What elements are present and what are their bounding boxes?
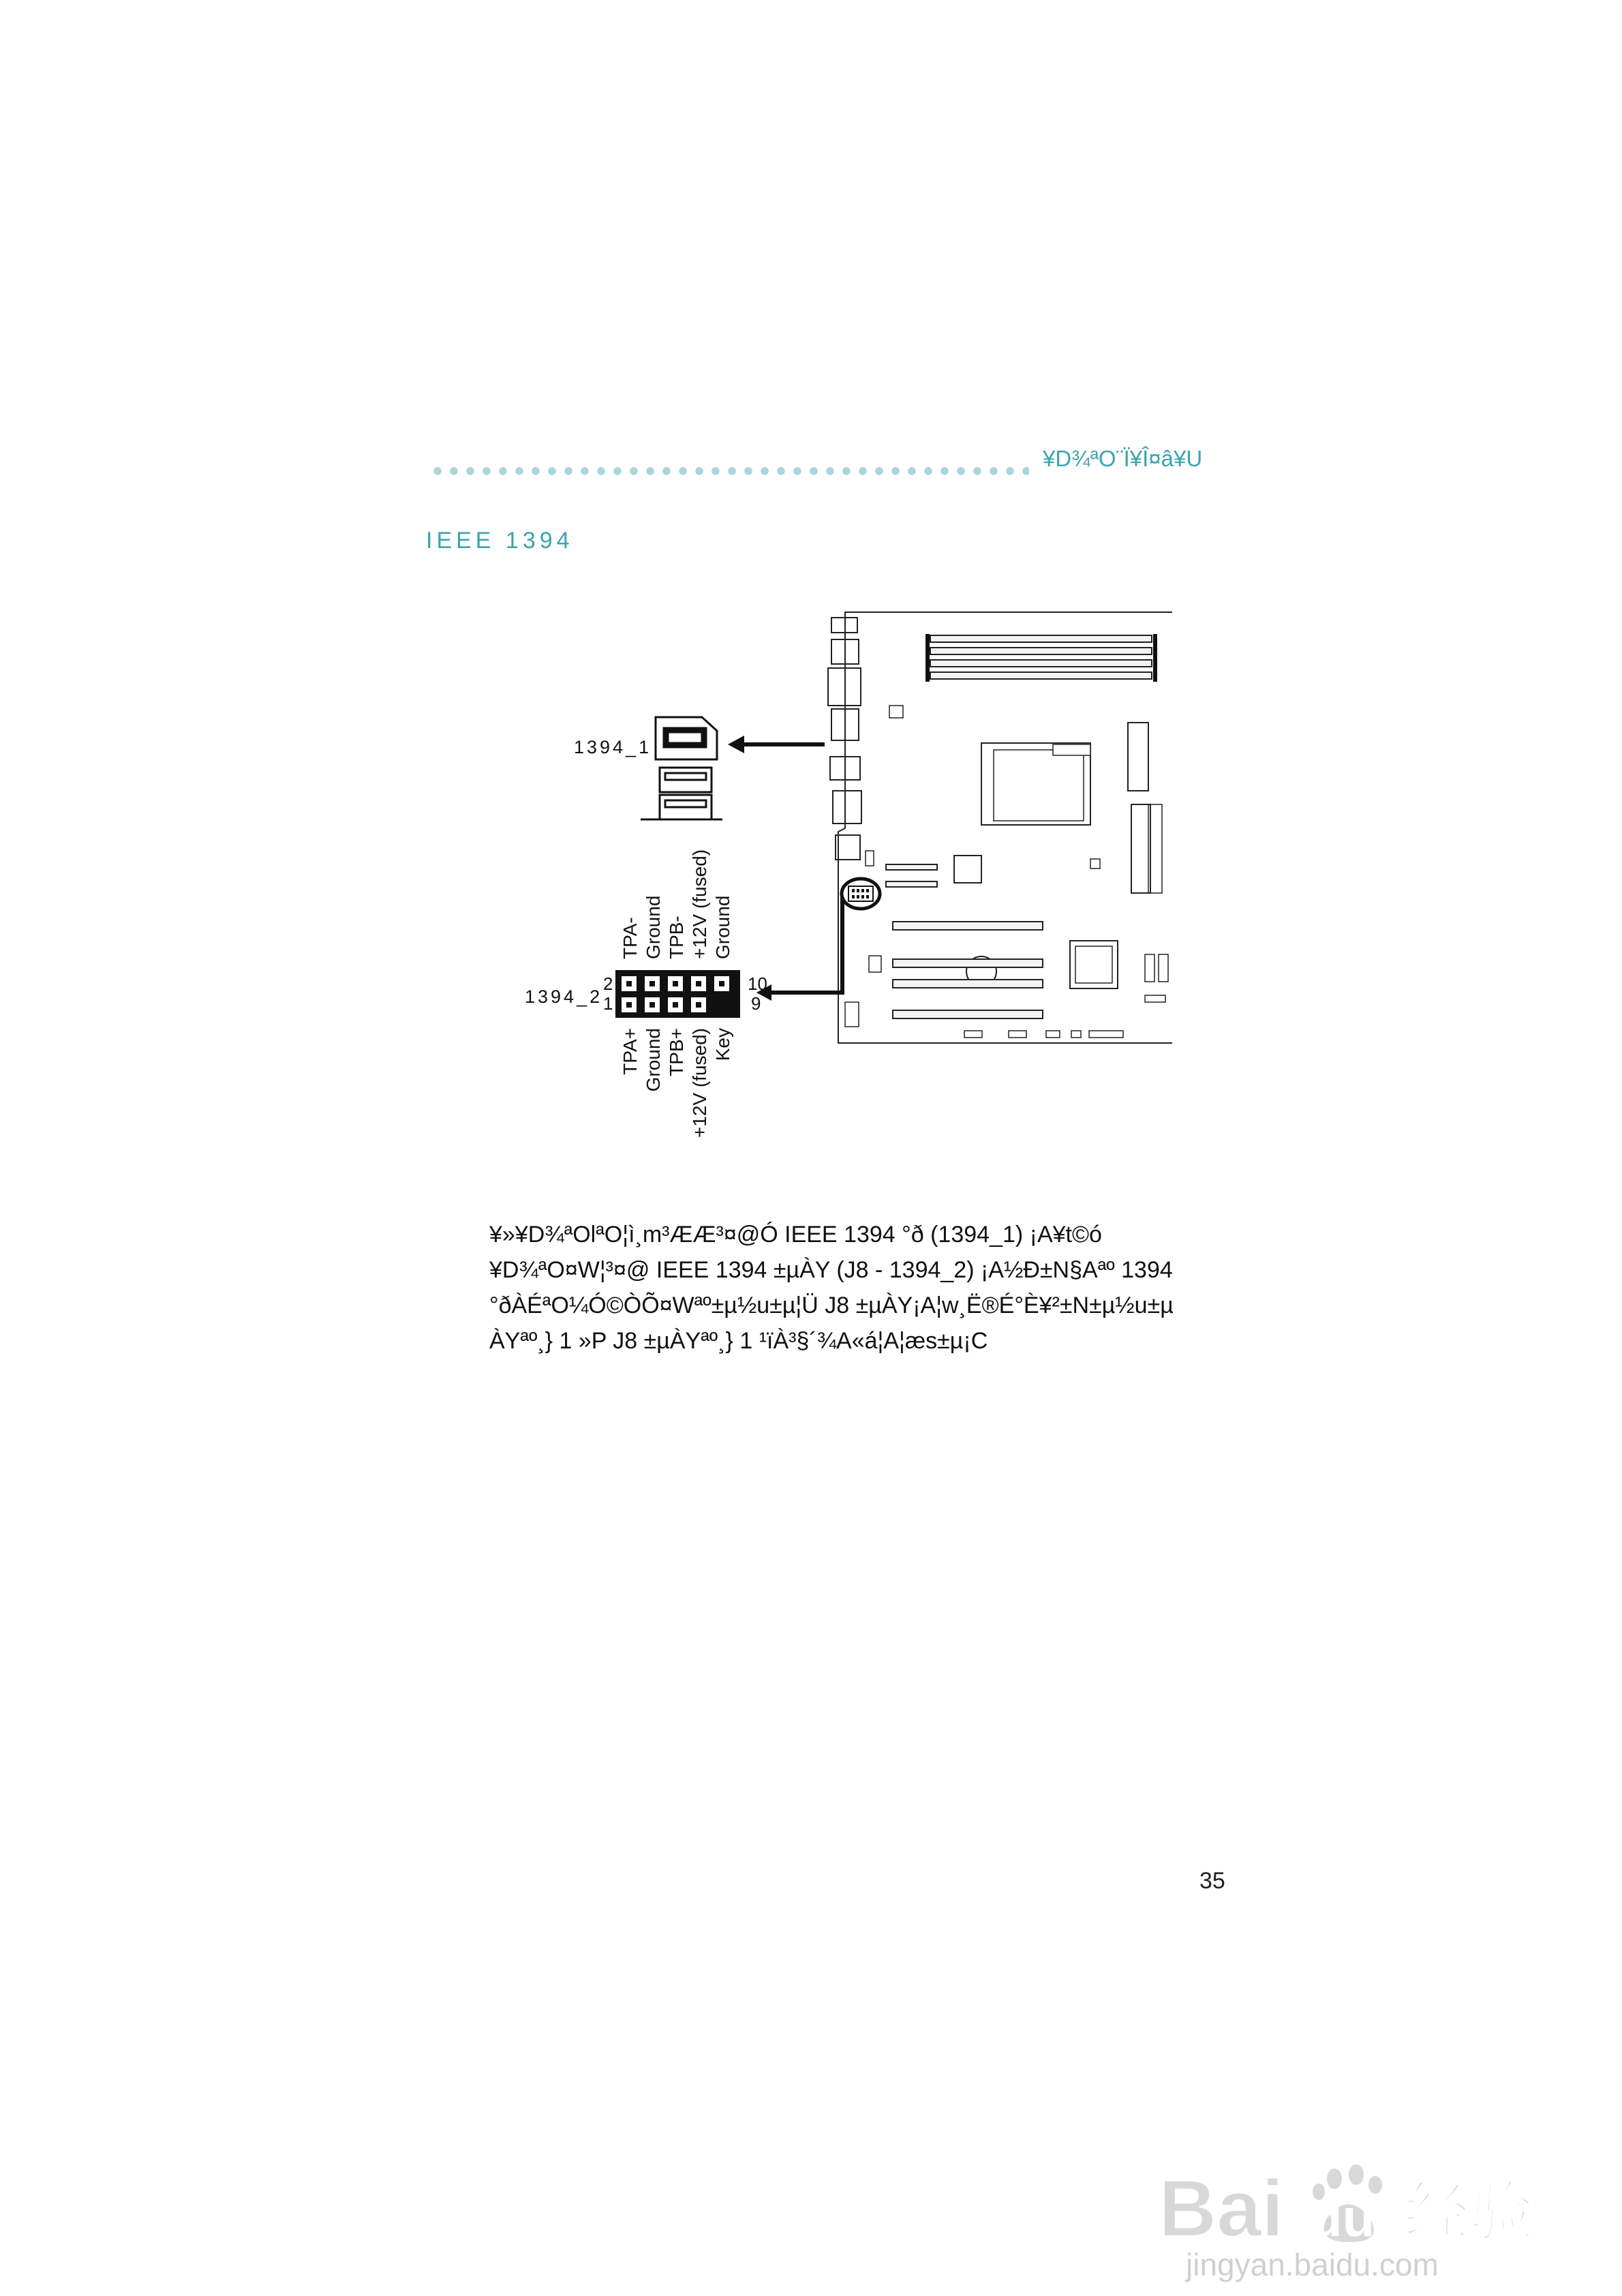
section-title: IEEE 1394 — [426, 528, 574, 554]
pin-number-9: 9 — [751, 993, 761, 1014]
body-line: ÀYªº¸} 1 »P J8 ±µÀYªº¸} 1 ¹ïÀ³§´¾A«á¦A¦æs±µ¡C — [489, 1328, 988, 1354]
label-1394-1: 1394_1 — [574, 737, 652, 757]
watermark-url: jingyan.baidu.com — [1186, 2247, 1439, 2282]
baidu-jingyan-watermark — [1159, 2154, 1595, 2284]
pin-number-2: 2 — [603, 973, 613, 994]
ieee1394-diagram — [504, 600, 1172, 1173]
body-line: ¥»¥D¾ªOlªO¦ì¸m³ÆÆ³¤@Ó IEEE 1394 °ð (1394_1) ¡A¥t©ó — [489, 1222, 1102, 1248]
bottom-pin-5: Key — [712, 1028, 733, 1061]
header-dot-rule — [429, 466, 1029, 477]
body-line: °ðÀÉªO¼Ó©ÒÕ¤Wªº±µ½u±µ¦Ü J8 ±µÀY¡A¦w¸Ë®É°È¥²±N±µ½u±µ — [489, 1293, 1174, 1318]
header-title: ¥D¾ªO¨Ï¥Î¤â¥U — [1043, 446, 1203, 471]
body-paragraph — [489, 1217, 1457, 1359]
watermark-brand-2: du — [1310, 2188, 1375, 2248]
bottom-pin-3: TPB+ — [666, 1028, 687, 1076]
bottom-pin-1: TPA+ — [619, 1028, 641, 1075]
top-pin-3: TPB- — [666, 916, 687, 959]
top-pin-5: Ground — [712, 895, 733, 959]
bottom-pin-4: +12V (fused) — [689, 1028, 710, 1138]
watermark-cn: 经验 — [1404, 2174, 1535, 2250]
label-1394-2: 1394_2 — [525, 986, 603, 1007]
body-line: ¥D¾ªO¤W¦³¤@ IEEE 1394 ±µÀY (J8 - 1394_2) ¡A½Ð±N§Aªº 1394 — [489, 1257, 1173, 1283]
pin-number-10: 10 — [748, 973, 767, 994]
top-pin-2: Ground — [643, 895, 664, 959]
top-pin-1: TPA- — [619, 917, 641, 959]
watermark-brand: Bai — [1159, 2164, 1284, 2254]
bottom-pin-2: Ground — [643, 1028, 664, 1092]
page-number: 35 — [1199, 1868, 1225, 1894]
top-pin-4: +12V (fused) — [689, 849, 710, 959]
pin-number-1: 1 — [603, 993, 613, 1014]
